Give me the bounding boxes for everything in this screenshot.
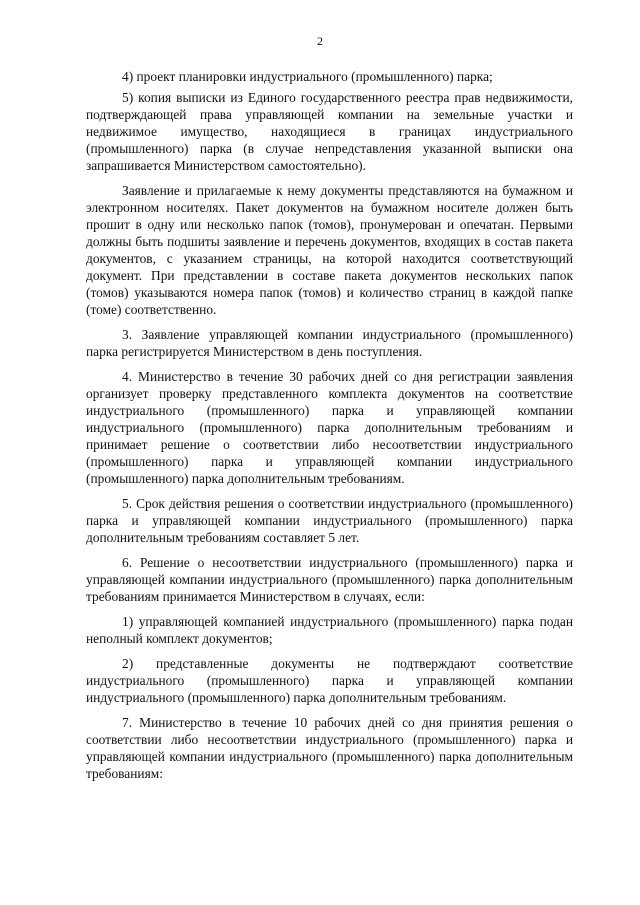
paragraph-6-nonconformity: 6. Решение о несоответствии индустриального (промышленного) парка и управляющей компании индустриального (промышленного) парка дополнительным требованиям принимается Министерством в случаях, если: — [86, 555, 573, 604]
document-body — [86, 68, 573, 790]
paragraph-5-validity: 5. Срок действия решения о соответствии индустриального (промышленного) парка и управляющей компании индустриального (промышленного) парка дополнительным требованиям составляет 5 лет. — [86, 496, 573, 545]
paragraph-submission-format: Заявление и прилагаемые к нему документы представляются на бумажном и электронном носителях. Пакет документов на бумажном носителе должен быть прошит в одну или несколько папок (томов), пронумерован и опечатан. Первыми должны быть подшиты заявление и перечень документов, входящих в состав пакета документов, с указанием страницы, на которой находится соответствующий документ. При представлении в составе пакета документов нескольких папок (томов) указываются номера папок (томов) и количество страниц в каждой папке (томе) соответственно. — [86, 183, 573, 317]
list-item-5-registry-extract: 5) копия выписки из Единого государственного реестра прав недвижимости, подтверждающей права управляющей компании на земельные участки и недвижимое имущество, находящиеся в границах индустриального (промышленного) парка (в случае непредставления указанной выписки она запрашивается Министерством самостоятельно). — [86, 90, 573, 173]
paragraph-3-registration: 3. Заявление управляющей компании индустриального (промышленного) парка регистрируется Министерством в день поступления. — [86, 327, 573, 359]
list-item-1-incomplete: 1) управляющей компанией индустриального (промышленного) парка подан неполный комплект документов; — [86, 614, 573, 646]
paragraph-4-review: 4. Министерство в течение 30 рабочих дней со дня регистрации заявления организует проверку представленного комплекта документов на соответствие индустриального (промышленного) парка и управляющей компании индустриального (промышленного) парка дополнительным требованиям и принимает решение о соответствии либо несоответствии индустриального (промышленного) парка и управляющей компании индустриального (промышленного) парка дополнительным требованиям. — [86, 369, 573, 486]
page-number: 2 — [317, 34, 323, 48]
paragraph-7-notification: 7. Министерство в течение 10 рабочих дней со дня принятия решения о соответствии либо несоответствии индустриального (промышленного) парка и управляющей компании индустриального (промышленного) парка дополнительным требованиям: — [86, 715, 573, 781]
list-item-4-project-plan: 4) проект планировки индустриального (промышленного) парка; — [122, 69, 493, 84]
list-item-2-not-confirmed: 2) представленные документы не подтверждают соответствие индустриального (промышленного) парка и управляющей компании индустриального (промышленного) парка дополнительным требованиям. — [86, 656, 573, 705]
